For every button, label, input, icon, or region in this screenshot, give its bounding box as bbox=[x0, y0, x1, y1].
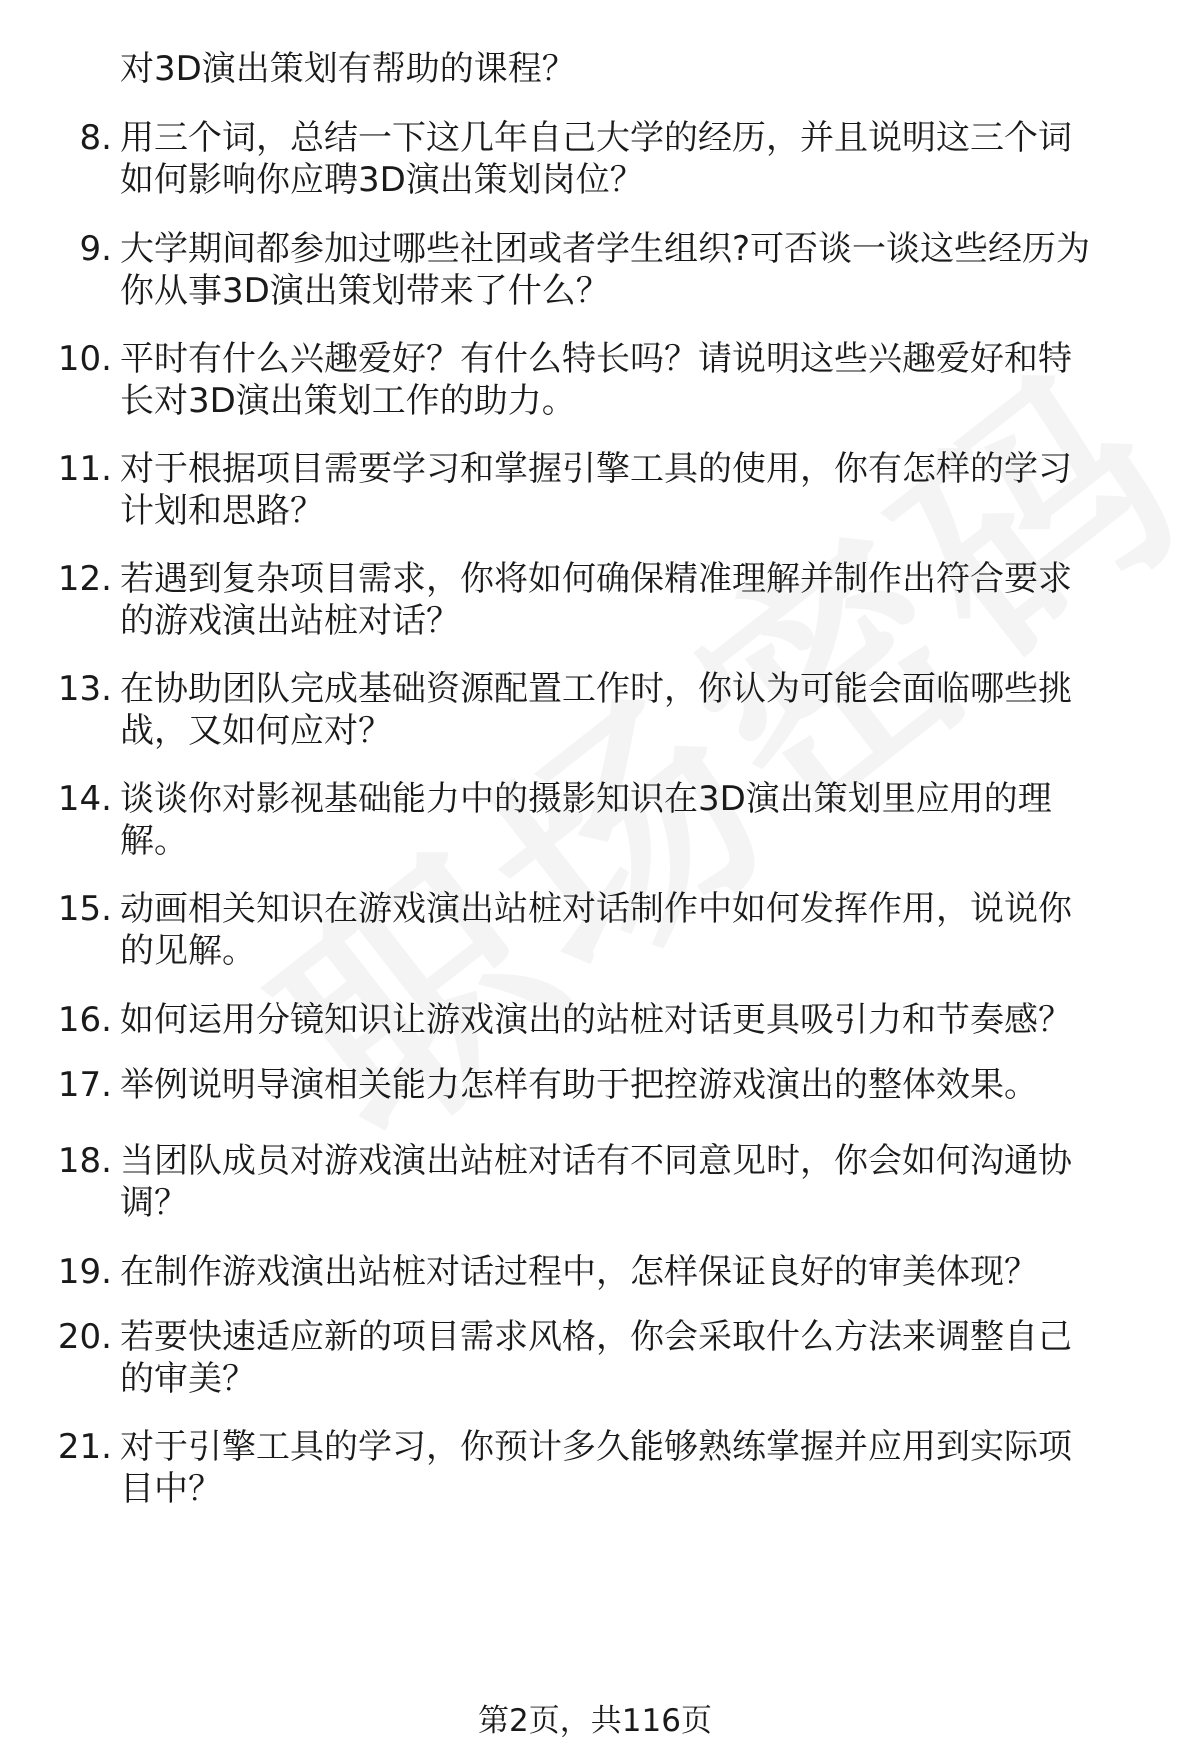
question-text-line: 如何影响你应聘3D演出策划岗位？ bbox=[120, 160, 644, 200]
question-number: 8. bbox=[79, 118, 112, 158]
question-text-line: 若遇到复杂项目需求，你将如何确保精准理解并制作出符合要求 bbox=[120, 559, 1072, 599]
question-text-line: 在制作游戏演出站桩对话过程中，怎样保证良好的审美体现？ bbox=[120, 1252, 1038, 1292]
question-text-line: 当团队成员对游戏演出站桩对话有不同意见时，你会如何沟通协 bbox=[120, 1141, 1072, 1181]
question-text-line: 在协助团队完成基础资源配置工作时，你认为可能会面临哪些挑 bbox=[120, 669, 1072, 709]
question-number: 12. bbox=[57, 559, 112, 599]
question-text-line: 大学期间都参加过哪些社团或者学生组织?可否谈一谈这些经历为 bbox=[120, 229, 1091, 269]
question-text-line: 计划和思路？ bbox=[120, 491, 324, 531]
question-text-line: 如何运用分镜知识让游戏演出的站桩对话更具吸引力和节奏感？ bbox=[120, 1000, 1072, 1040]
question-text-line: 的游戏演出站桩对话？ bbox=[120, 601, 460, 641]
question-text-line: 目中？ bbox=[120, 1469, 222, 1509]
question-text-line: 动画相关知识在游戏演出站桩对话制作中如何发挥作用，说说你 bbox=[120, 889, 1072, 929]
question-number: 18. bbox=[57, 1141, 112, 1181]
question-number: 16. bbox=[57, 1000, 112, 1040]
question-text-line: 调？ bbox=[120, 1183, 188, 1223]
question-number: 19. bbox=[57, 1252, 112, 1292]
question-number: 17. bbox=[57, 1065, 112, 1105]
question-text-line: 平时有什么兴趣爱好？有什么特长吗？请说明这些兴趣爱好和特 bbox=[120, 339, 1072, 379]
question-number: 10. bbox=[57, 339, 112, 379]
question-text-line: 的审美？ bbox=[120, 1359, 256, 1399]
question-text-line: 谈谈你对影视基础能力中的摄影知识在3D演出策划里应用的理 bbox=[120, 779, 1052, 819]
question-number: 13. bbox=[57, 669, 112, 709]
question-text-line: 你从事3D演出策划带来了什么？ bbox=[120, 271, 610, 311]
question-text-line: 举例说明导演相关能力怎样有助于把控游戏演出的整体效果。 bbox=[120, 1065, 1038, 1105]
question-text-line: 长对3D演出策划工作的助力。 bbox=[120, 381, 576, 421]
question-text-line: 对于引擎工具的学习，你预计多久能够熟练掌握并应用到实际项 bbox=[120, 1427, 1072, 1467]
question-number: 15. bbox=[57, 889, 112, 929]
question-number: 11. bbox=[57, 449, 112, 489]
question-text-line: 战，又如何应对？ bbox=[120, 711, 392, 751]
question-text-line: 的见解。 bbox=[120, 931, 256, 971]
question-text-line: 对于根据项目需要学习和掌握引擎工具的使用，你有怎样的学习 bbox=[120, 449, 1072, 489]
question-text-line: 用三个词，总结一下这几年自己大学的经历，并且说明这三个词 bbox=[120, 118, 1072, 158]
question-number: 21. bbox=[57, 1427, 112, 1467]
question-text-line: 若要快速适应新的项目需求风格，你会采取什么方法来调整自己 bbox=[120, 1317, 1072, 1357]
question-number: 14. bbox=[57, 779, 112, 819]
question-text-line: 解。 bbox=[120, 821, 188, 861]
question-number: 9. bbox=[79, 229, 112, 269]
question-number: 20. bbox=[57, 1317, 112, 1357]
continuation-line: 对3D演出策划有帮助的课程？ bbox=[120, 49, 576, 89]
page-footer: 第2页，共116页 bbox=[478, 1703, 712, 1739]
